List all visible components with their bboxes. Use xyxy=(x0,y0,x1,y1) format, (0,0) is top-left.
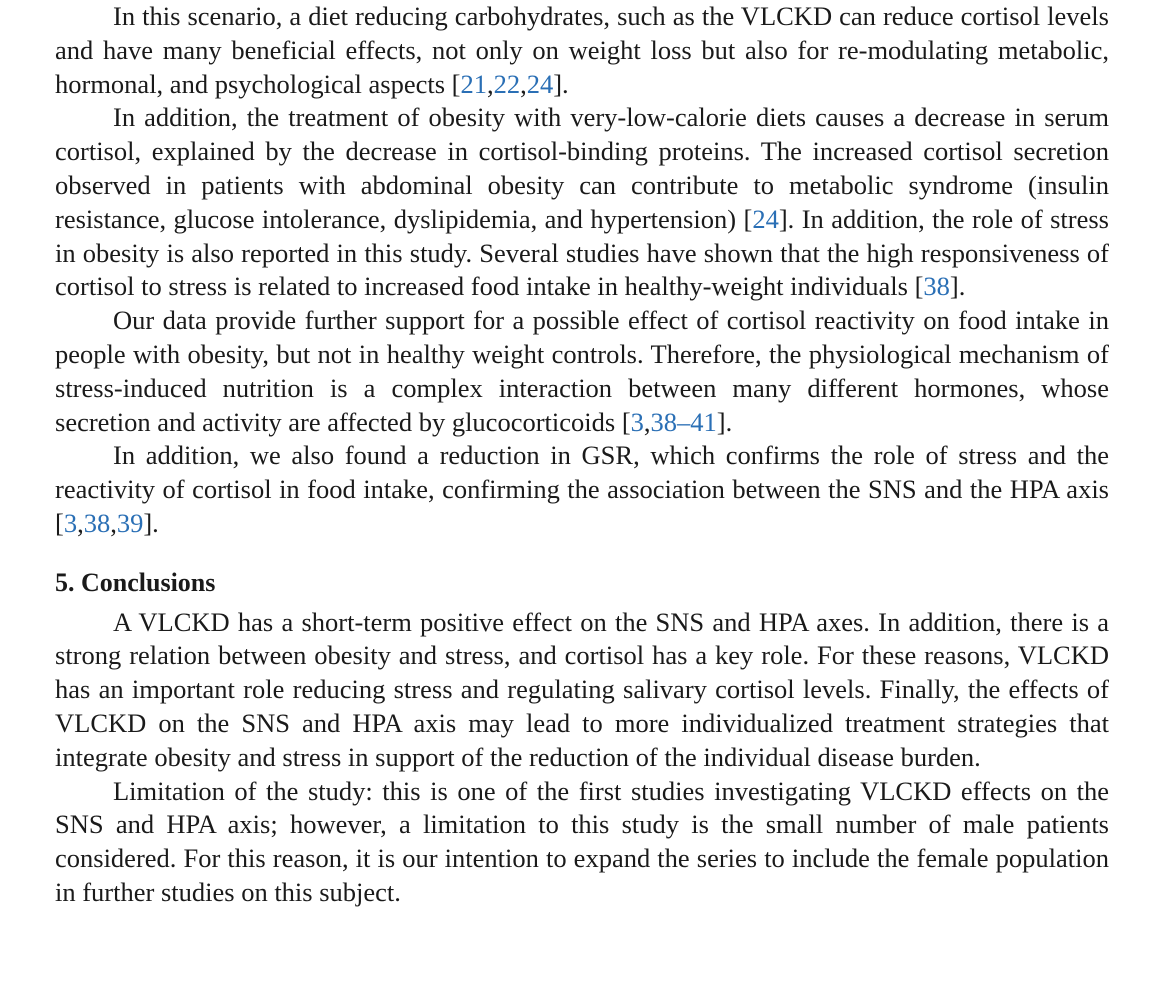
discussion-paragraph-1: In this scenario, a diet reducing carbohydrates, such as the VLCKD can reduce cortisol levels and have many beneficial effects, not only on weight loss but also for re-modulating metabolic, hormonal, and psychological aspects [21,22,24]. xyxy=(55,1,1109,99)
citation-link[interactable]: 22 xyxy=(493,68,521,99)
citation-link[interactable]: 21 xyxy=(460,68,487,99)
citation-link[interactable]: 39 xyxy=(116,507,144,538)
citation-link[interactable]: 24 xyxy=(526,68,554,99)
conclusions-paragraph-1: A VLCKD has a short-term positive effect on the SNS and HPA axes. In addition, there is a strong relation between obesity and stress, and cortisol has a key role. For these reasons, VLCKD has an important role reducing stress and regulating salivary cortisol levels. Finally, the effects of VLCKD on the SNS and HPA axis may lead to more individualized treatment strategies that integrate obesity and stress in support of the reduction of the individual disease burden. xyxy=(55,606,1109,772)
section-heading-conclusions: 5. Conclusions xyxy=(55,567,216,597)
citation-link[interactable]: 38 xyxy=(650,406,678,437)
discussion-paragraph-3: Our data provide further support for a possible effect of cortisol reactivity on food intake in people with obesity, but not in healthy weight controls. Therefore, the physiological mechanism of stress-induced nutrition is a complex interaction between many different hormones, whose secretion and activity are affected by glucocorticoids [3,38–41]. xyxy=(55,305,1109,437)
article-page xyxy=(55,0,1109,910)
citation-link[interactable]: 38 xyxy=(923,271,950,302)
discussion-paragraph-2: In addition, the treatment of obesity with very-low-calorie diets causes a decrease in serum cortisol, explained by the decrease in cortisol-binding proteins. The increased cortisol secretion observed in patients with abdominal obesity can contribute to metabolic syndrome (insulin resistance, glucose intolerance, dyslipidemia, and hypertension) [24]. In addition, the role of stress in obesity is also reported in this study. Several studies have shown that the high responsiveness of cortisol to stress is related to increased food intake in healthy-weight individuals [38]. xyxy=(55,102,1109,302)
discussion-paragraph-4: In addition, we also found a reduction in GSR, which confirms the role of stress and the reactivity of cortisol in food intake, confirming the association between the SNS and the HPA axis [3,38,39]. xyxy=(55,440,1109,538)
citation-range-dash: – xyxy=(677,406,691,437)
citation-link[interactable]: 24 xyxy=(752,203,779,234)
citation-link[interactable]: 3 xyxy=(63,507,78,538)
citation-link[interactable]: 38 xyxy=(83,507,111,538)
citation-link[interactable]: 3 xyxy=(630,406,644,437)
conclusions-paragraph-2: Limitation of the study: this is one of the first studies investigating VLCKD effects on the SNS and HPA axis; however, a limitation to this study is the small number of male patients considered. For this reason, it is our intention to expand the series to include the female population in further studies on this subject. xyxy=(55,775,1109,907)
citation-link[interactable]: 41 xyxy=(690,406,717,437)
